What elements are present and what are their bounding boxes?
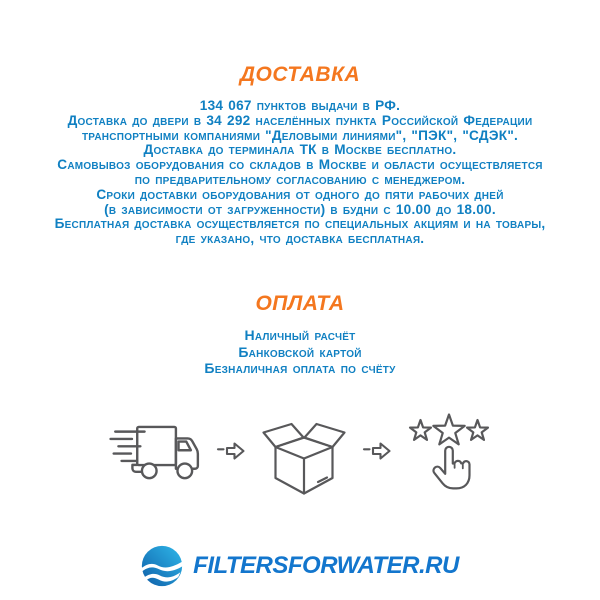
delivery-text-line: Самовывоз оборудования со складов в Москве и области осуществляется xyxy=(57,157,543,173)
arrow-right-icon xyxy=(216,440,246,462)
site-logo xyxy=(0,545,600,587)
delivery-text-line: Сроки доставки оборудования от одного до пяти рабочих дней xyxy=(96,186,504,202)
delivery-text-line: Доставка до двери в 34 292 населённых пункта Российской Федерации xyxy=(67,112,533,128)
delivery-section-title: ДОСТАВКА xyxy=(239,63,361,86)
delivery-text-line: Доставка до терминала ТК в Москве бесплатно. xyxy=(143,142,457,158)
rating-stars-hand-icon xyxy=(407,405,491,497)
delivery-text-line: (в зависимости от загруженности) в будни с 10.00 до 18.00. xyxy=(104,201,496,217)
payment-methods-list xyxy=(0,327,600,377)
water-wave-logo-icon xyxy=(141,545,183,587)
payment-method-item: Банковской картой xyxy=(238,343,362,360)
payment-section-title: ОПЛАТА xyxy=(255,292,345,315)
arrow-right-icon xyxy=(362,440,392,462)
fast-delivery-truck-icon xyxy=(109,421,201,482)
payment-method-item: Наличный расчёт xyxy=(244,327,356,343)
payment-method-item: Безналичная оплата по счёту xyxy=(204,360,396,376)
logo-text: FILTERSFORWATER.RU xyxy=(193,552,459,579)
delivery-text-line: Бесплатная доставка осуществляется по специальных акциям и на товары, xyxy=(54,216,546,232)
delivery-text-line: 134 067 пунктов выдачи в РФ. xyxy=(199,98,401,113)
delivery-text-line: транспортными компаниями "Деловыми линиями", "ПЭК", "СДЭК". xyxy=(81,127,519,143)
open-box-icon xyxy=(261,406,347,496)
delivery-text-line: по предварительному согласованию с менеджером. xyxy=(134,171,466,187)
delivery-text-line: где указано, что доставка бесплатная. xyxy=(175,231,425,247)
delivery-text-block xyxy=(0,99,600,247)
delivery-process-icons-row xyxy=(0,404,600,498)
